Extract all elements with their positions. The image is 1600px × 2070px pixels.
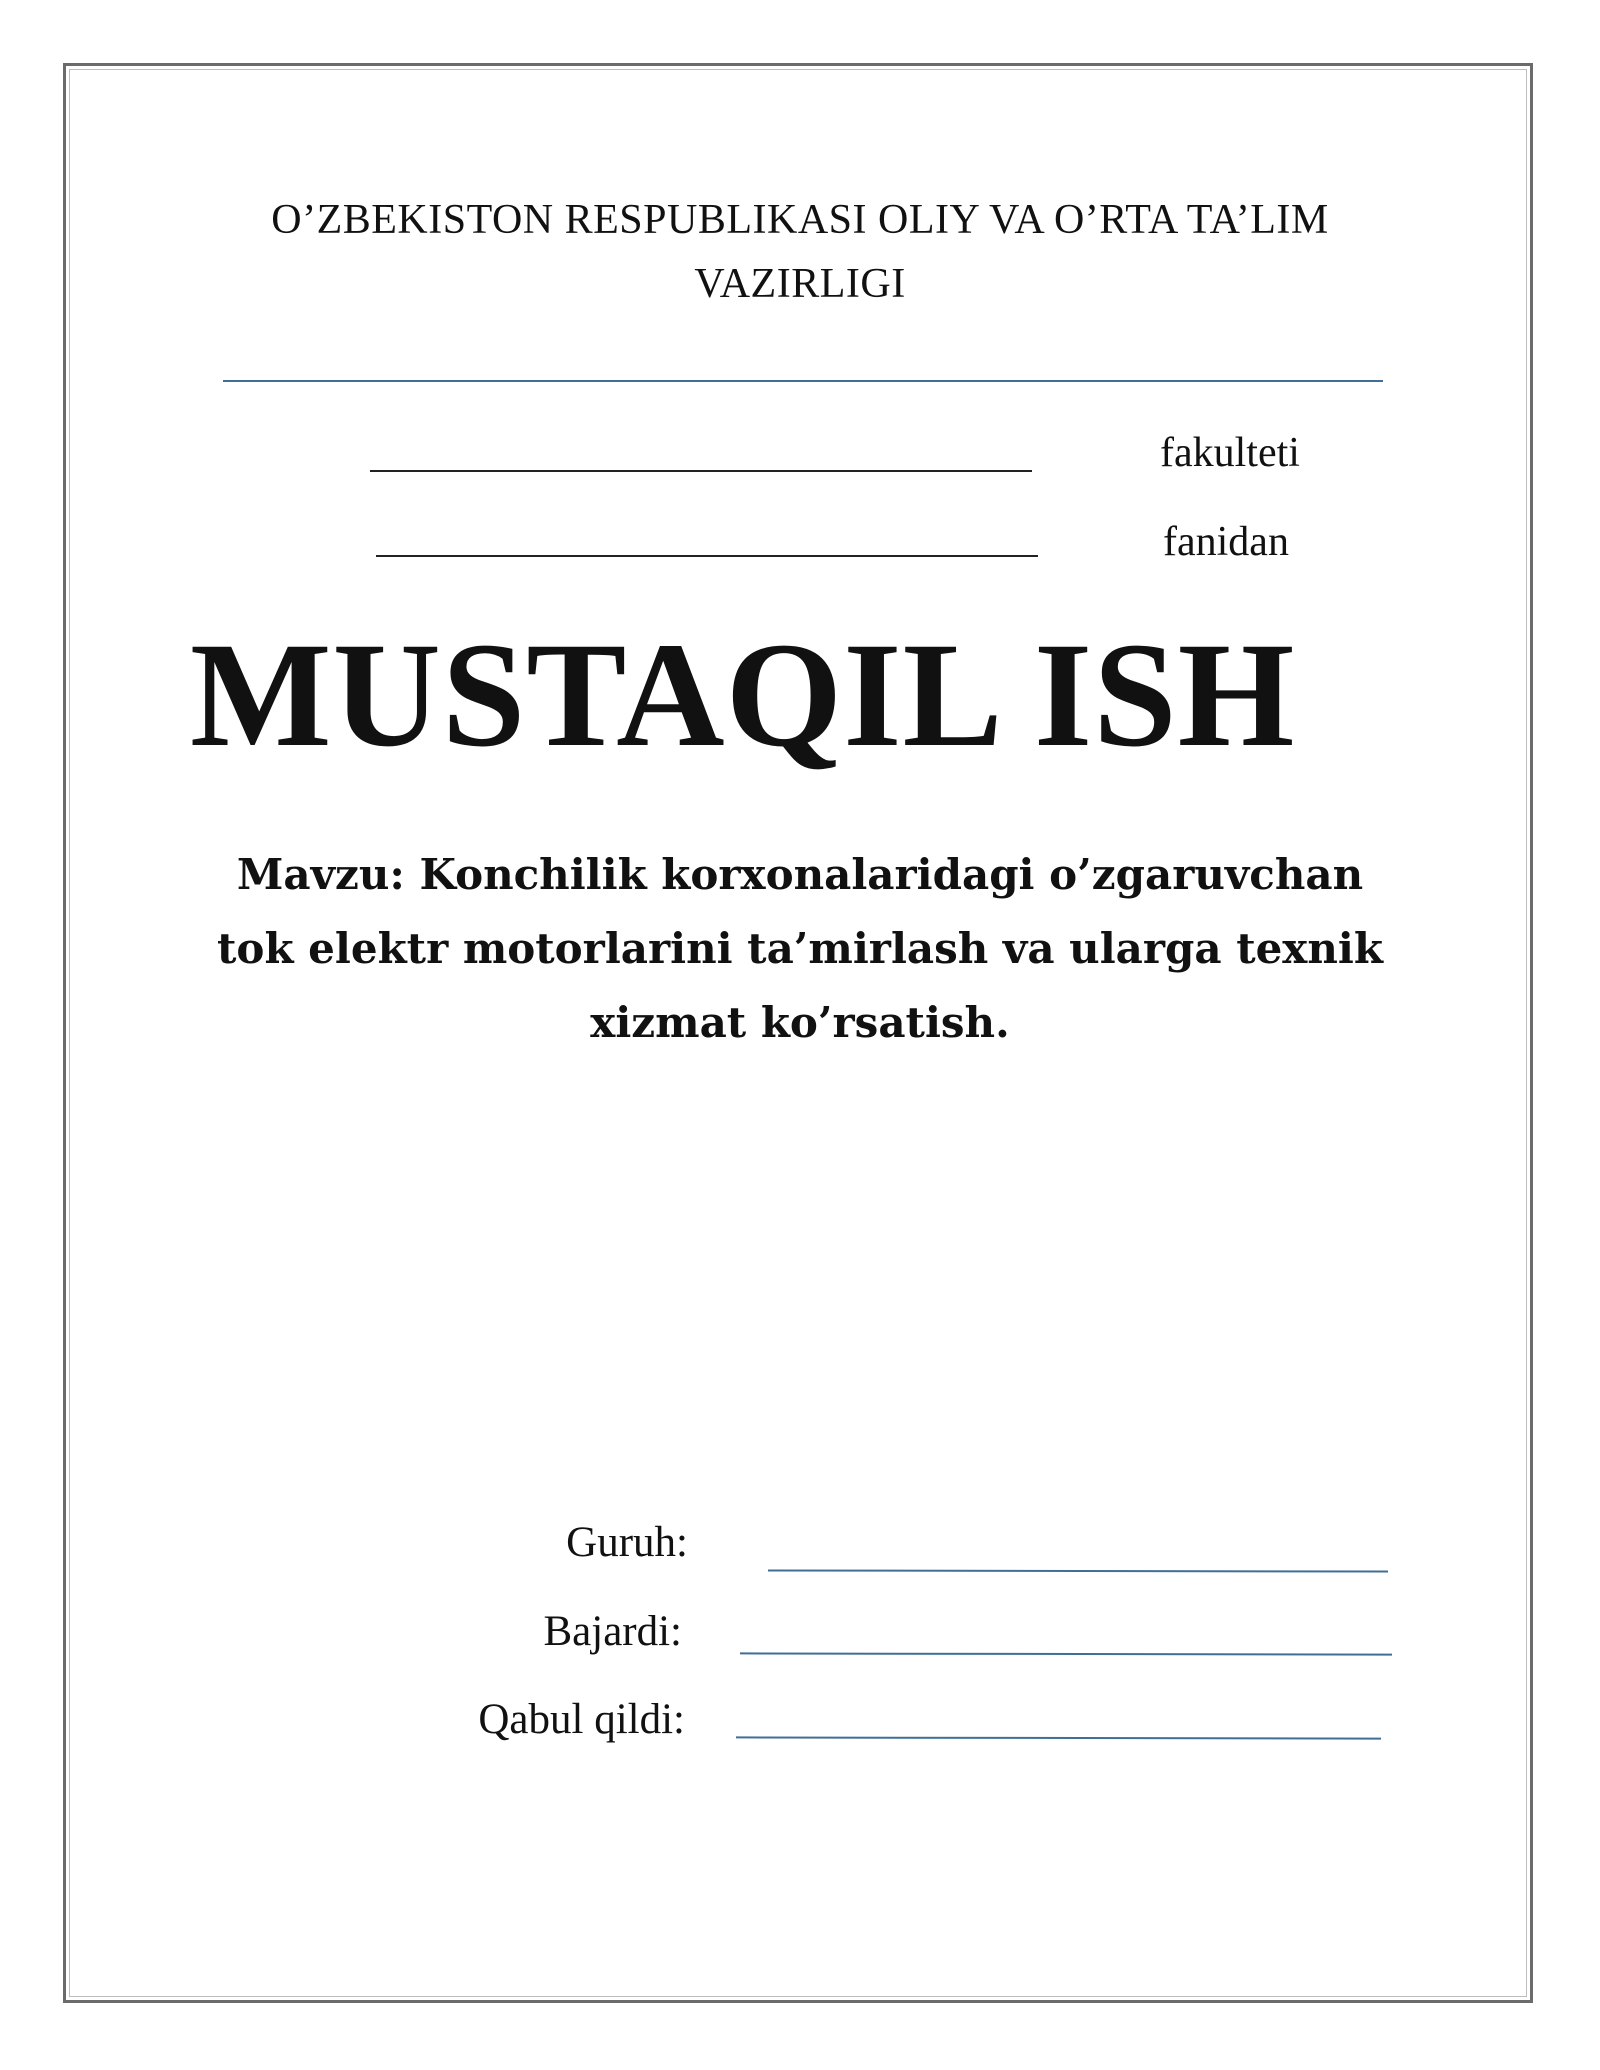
topic-line-2: tok elektr motorlarini ta’mirlash va ularga texnik: [217, 924, 1383, 973]
subject-underline: [376, 555, 1038, 557]
topic-line-3: xizmat ko’rsatish.: [590, 998, 1010, 1047]
subject-label: fanidan: [1163, 519, 1289, 565]
ministry-line-2: VAZIRLIGI: [694, 261, 906, 307]
ministry-line-1: O’ZBEKISTON RESPUBLIKASI OLIY VA O’RTA TA’LIM: [271, 197, 1329, 243]
topic-block: [180, 838, 1420, 1060]
faculty-label: fakulteti: [1160, 430, 1300, 476]
done-by-label: Bajardi:: [543, 1608, 682, 1655]
university-name-underline: [223, 380, 1383, 382]
faculty-underline: [370, 470, 1032, 472]
accepted-by-label: Qabul qildi:: [478, 1696, 685, 1743]
ministry-heading: [150, 188, 1450, 316]
group-label: Guruh:: [566, 1519, 688, 1566]
document-title: MUSTAQIL ISH: [190, 612, 1296, 778]
topic-line-1: Mavzu: Konchilik korxonalaridagi o’zgaruvchan: [236, 850, 1364, 899]
